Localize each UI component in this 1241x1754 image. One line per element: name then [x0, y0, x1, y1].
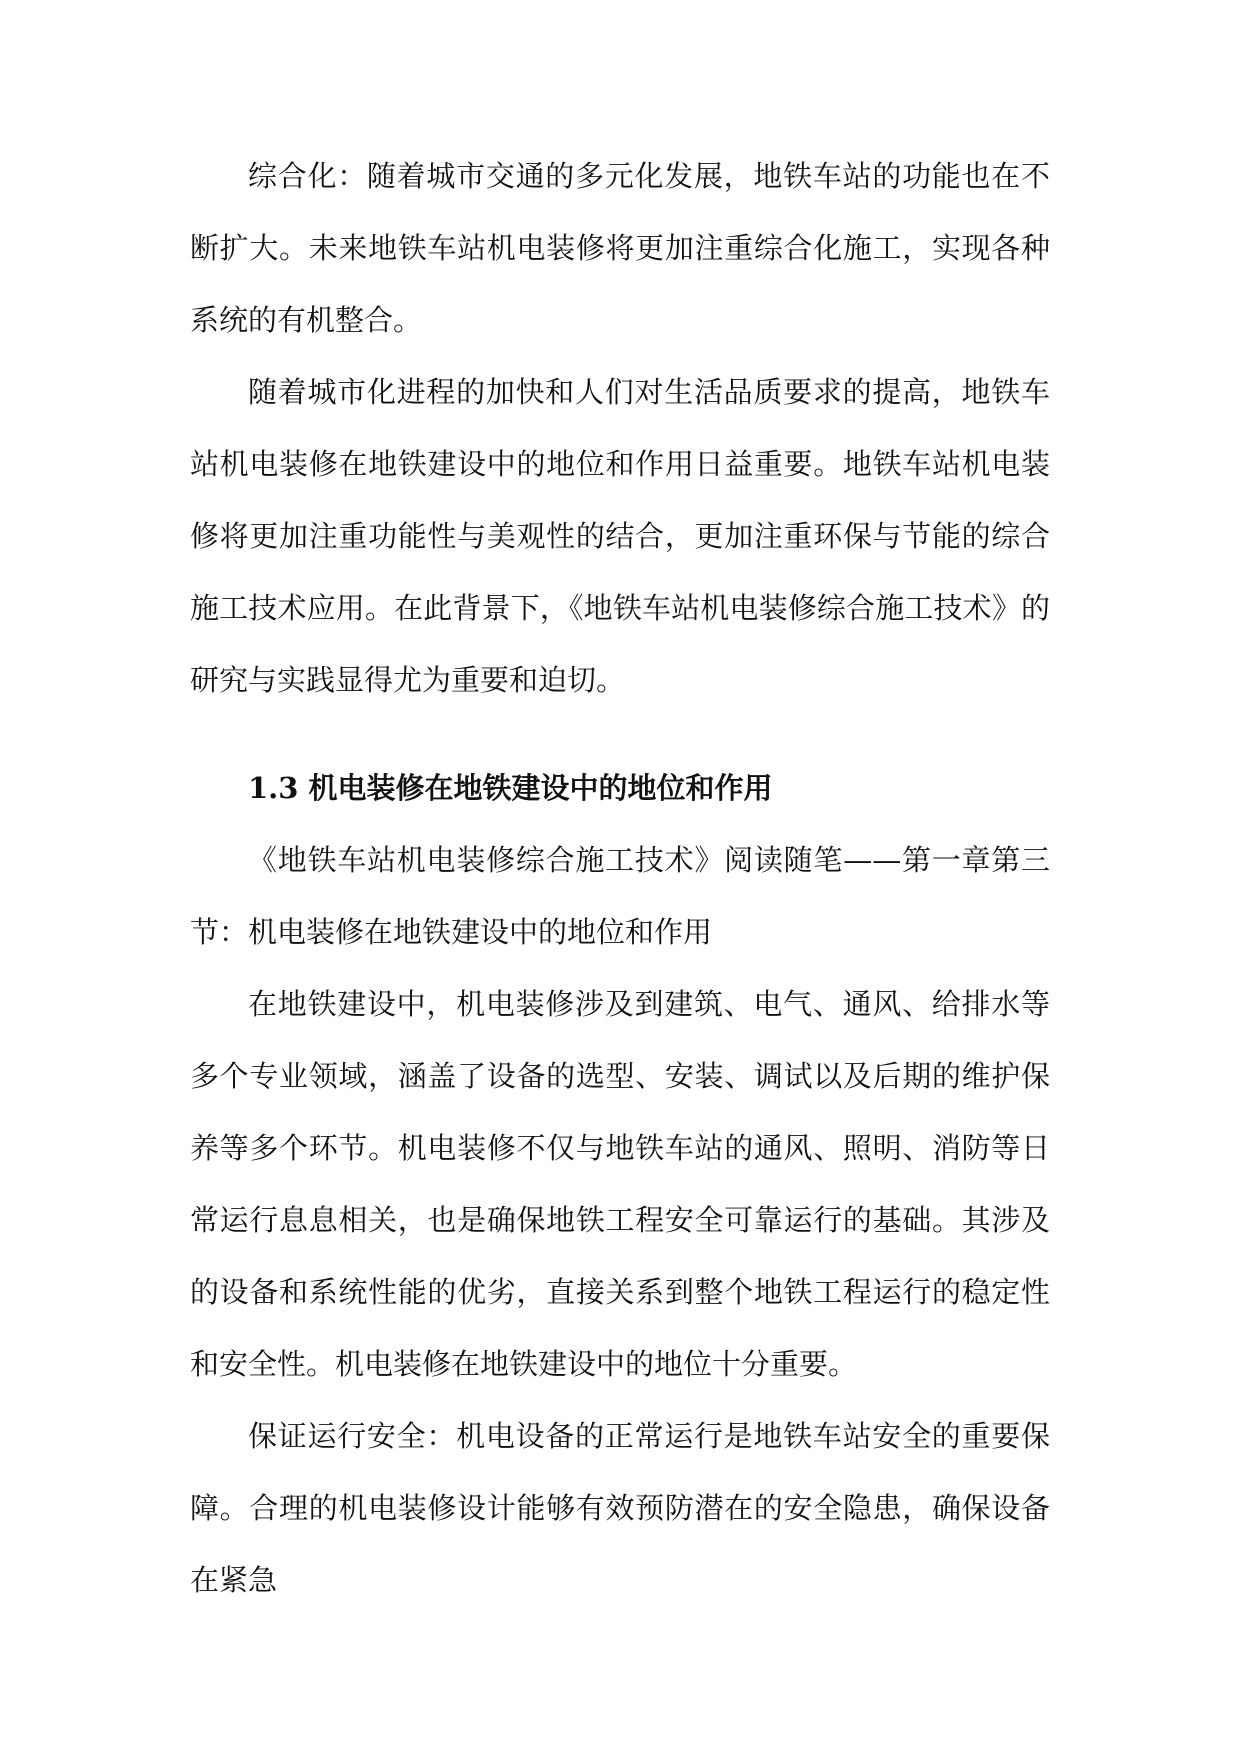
paragraph-operation-safety: 保证运行安全：机电设备的正常运行是地铁车站安全的重要保障。合理的机电装修设计能够有效预防潜在的安全隐患，确保设备在紧急: [190, 1419, 1050, 1597]
paragraph-reading-note: 《地铁车站机电装修综合施工技术》阅读随笔——第一章第三节：机电装修在地铁建设中的地位和作用: [190, 843, 1050, 949]
paragraph-background: 随着城市化进程的加快和人们对生活品质要求的提高，地铁车站机电装修在地铁建设中的地位和作用日益重要。地铁车站机电装修将更加注重功能性与美观性的结合，更加注重环保与节能的综合施工技术应用。在此背景下，《地铁车站机电装修综合施工技术》的研究与实践显得尤为重要和迫切。: [190, 375, 1050, 697]
paragraph-integration: 综合化：随着城市交通的多元化发展，地铁车站的功能也在不断扩大。未来地铁车站机电装修将更加注重综合化施工，实现各种系统的有机整合。: [190, 159, 1050, 337]
section-heading: 1.3 机电装修在地铁建设中的地位和作用: [248, 771, 773, 805]
document-page: [190, 140, 1050, 1616]
paragraph-role-description: 在地铁建设中，机电装修涉及到建筑、电气、通风、给排水等多个专业领域，涵盖了设备的选型、安装、调试以及后期的维护保养等多个环节。机电装修不仅与地铁车站的通风、照明、消防等日常运行息息相关，也是确保地铁工程安全可靠运行的基础。其涉及的设备和系统性能的优劣，直接关系到整个地铁工程运行的稳定性和安全性。机电装修在地铁建设中的地位十分重要。: [190, 987, 1050, 1381]
